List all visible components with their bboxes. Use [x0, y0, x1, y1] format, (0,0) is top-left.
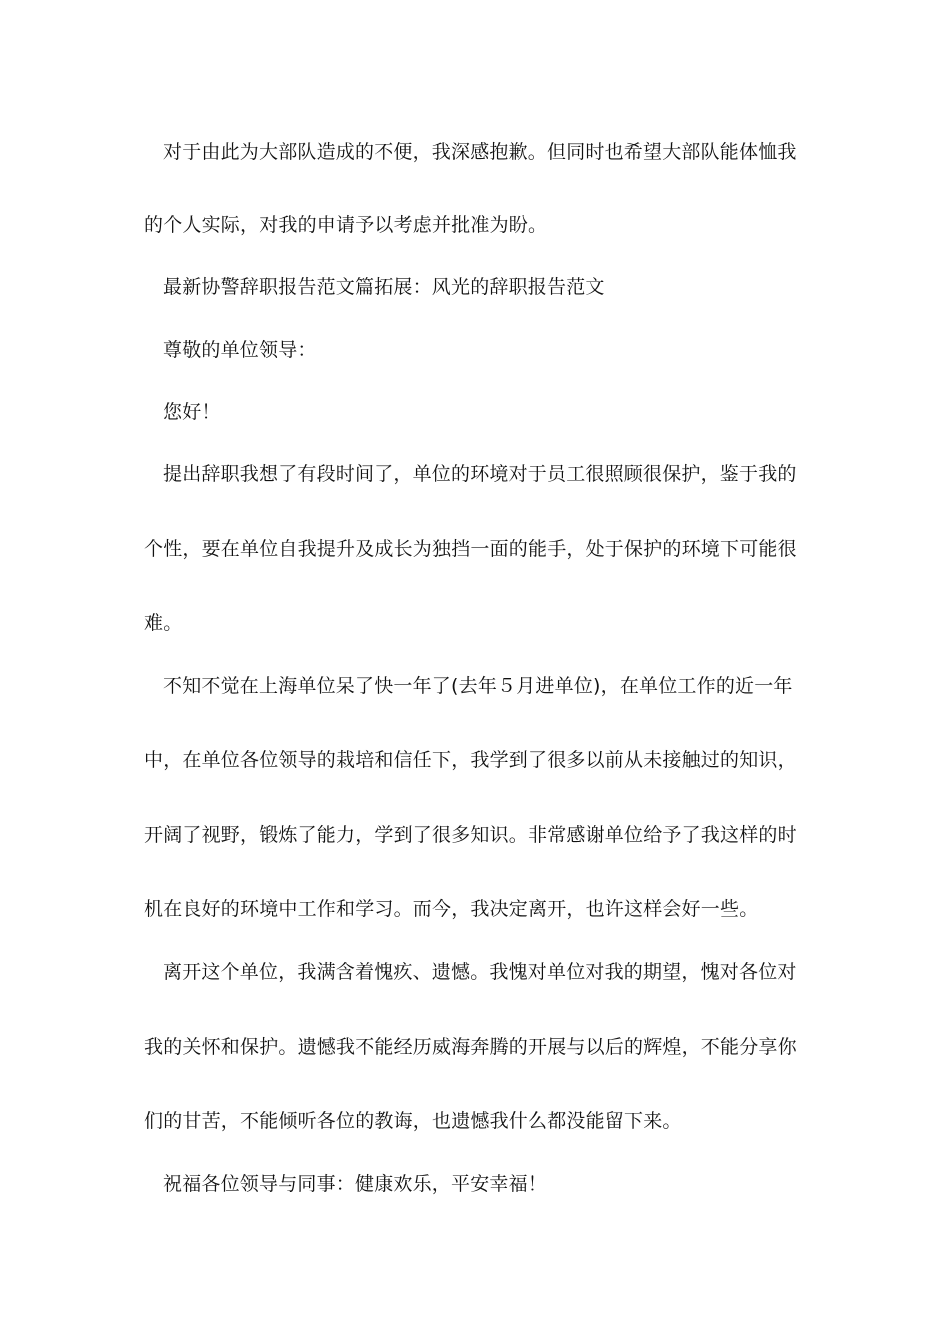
- paragraph-5-line-2: 个性，要在单位自我提升及成长为独挡一面的能手，处于保护的环境下可能很: [144, 538, 797, 560]
- paragraph-6-line-1: 不知不觉在上海单位呆了快一年了(去年５月进单位)，在单位工作的近一年: [163, 675, 793, 697]
- paragraph-6-line-2: 中，在单位各位领导的栽培和信任下，我学到了很多以前从未接触过的知识，: [144, 749, 797, 771]
- paragraph-7-line-3: 们的甘苦，不能倾听各位的教诲，也遗憾我什么都没能留下来。: [144, 1110, 682, 1132]
- paragraph-6-line-3: 开阔了视野，锻炼了能力，学到了很多知识。非常感谢单位给予了我这样的时: [144, 824, 797, 846]
- paragraph-5-line-3: 难。: [144, 612, 183, 634]
- extension-heading: 最新协警辞职报告范文篇拓展：风光的辞职报告范文: [163, 276, 605, 298]
- closing-wishes: 祝福各位领导与同事：健康欢乐，平安幸福！: [163, 1173, 548, 1195]
- paragraph-1-line-2: 的个人实际，对我的申请予以考虑并批准为盼。: [144, 214, 548, 236]
- paragraph-6-line-4: 机在良好的环境中工作和学习。而今，我决定离开，也许这样会好一些。: [144, 898, 759, 920]
- paragraph-7-line-1: 离开这个单位，我满含着愧疚、遗憾。我愧对单位对我的期望，愧对各位对: [163, 961, 797, 983]
- paragraph-1-line-1: 对于由此为大部队造成的不便，我深感抱歉。但同时也希望大部队能体恤我: [163, 141, 797, 163]
- paragraph-7-line-2: 我的关怀和保护。遗憾我不能经历威海奔腾的开展与以后的辉煌，不能分享你: [144, 1036, 797, 1058]
- greeting: 您好！: [163, 401, 221, 423]
- salutation: 尊敬的单位领导：: [163, 339, 317, 361]
- paragraph-5-line-1: 提出辞职我想了有段时间了，单位的环境对于员工很照顾很保护，鉴于我的: [163, 463, 797, 485]
